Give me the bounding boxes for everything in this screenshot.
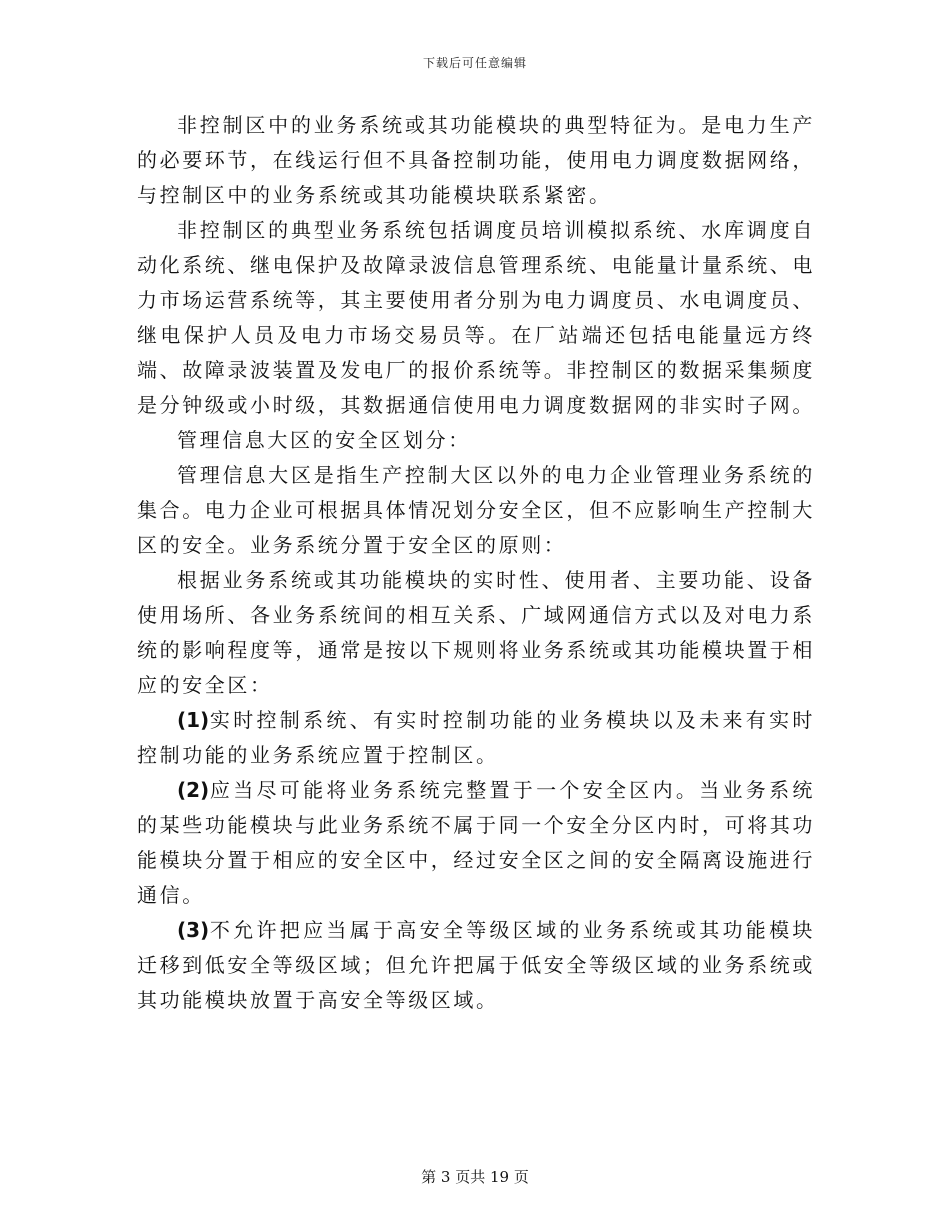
- rule-number: (2): [177, 778, 210, 802]
- rule-text: 应当尽可能将业务系统完整置于一个安全区内。当业务系统的某些功能模块与此业务系统不属于同一个安全分区内时，可将其功能模块分置于相应的安全区中，经过安全区之间的安全隔离设施进行通信。: [137, 778, 815, 907]
- page-header: 下载后可任意编辑: [422, 56, 527, 70]
- paragraph: 根据业务系统或其功能模块的实时性、使用者、主要功能、设备使用场所、各业务系统间的相互关系、广域网通信方式以及对电力系统的影响程度等，通常是按以下规则将业务系统或其功能模块置于相应的安全区：: [137, 568, 815, 697]
- rule-number: (1): [177, 708, 210, 732]
- paragraph: 管理信息大区是指生产控制大区以外的电力企业管理业务系统的集合。电力企业可根据具体情况划分安全区，但不应影响生产控制大区的安全。业务系统分置于安全区的原则：: [137, 463, 815, 557]
- document-body: [137, 108, 815, 1018]
- paragraph: 非控制区中的业务系统或其功能模块的典型特征为。是电力生产的必要环节，在线运行但不具备控制功能，使用电力调度数据网络，与控制区中的业务系统或其功能模块联系紧密。: [137, 113, 815, 207]
- paragraph: 非控制区的典型业务系统包括调度员培训模拟系统、水库调度自动化系统、继电保护及故障录波信息管理系统、电能量计量系统、电力市场运营系统等，其主要使用者分别为电力调度员、水电调度员、继电保护人员及电力市场交易员等。在厂站端还包括电能量远方终端、故障录波装置及发电厂的报价系统等。非控制区的数据采集频度是分钟级或小时级，其数据通信使用电力调度数据网的非实时子网。: [137, 218, 815, 417]
- paragraph: 管理信息大区的安全区划分：: [177, 428, 471, 452]
- rule-item: [137, 913, 815, 1018]
- page-footer: 第 3 页共 19 页: [421, 1168, 529, 1186]
- rule-item: [137, 773, 815, 913]
- rule-text: 不允许把应当属于高安全等级区域的业务系统或其功能模块迁移到低安全等级区域；但允许把属于低安全等级区域的业务系统或其功能模块放置于高安全等级区域。: [137, 918, 815, 1012]
- rule-text: 实时控制系统、有实时控制功能的业务模块以及未来有实时控制功能的业务系统应置于控制区。: [137, 708, 815, 767]
- rule-number: (3): [177, 918, 210, 942]
- rule-item: [137, 703, 815, 773]
